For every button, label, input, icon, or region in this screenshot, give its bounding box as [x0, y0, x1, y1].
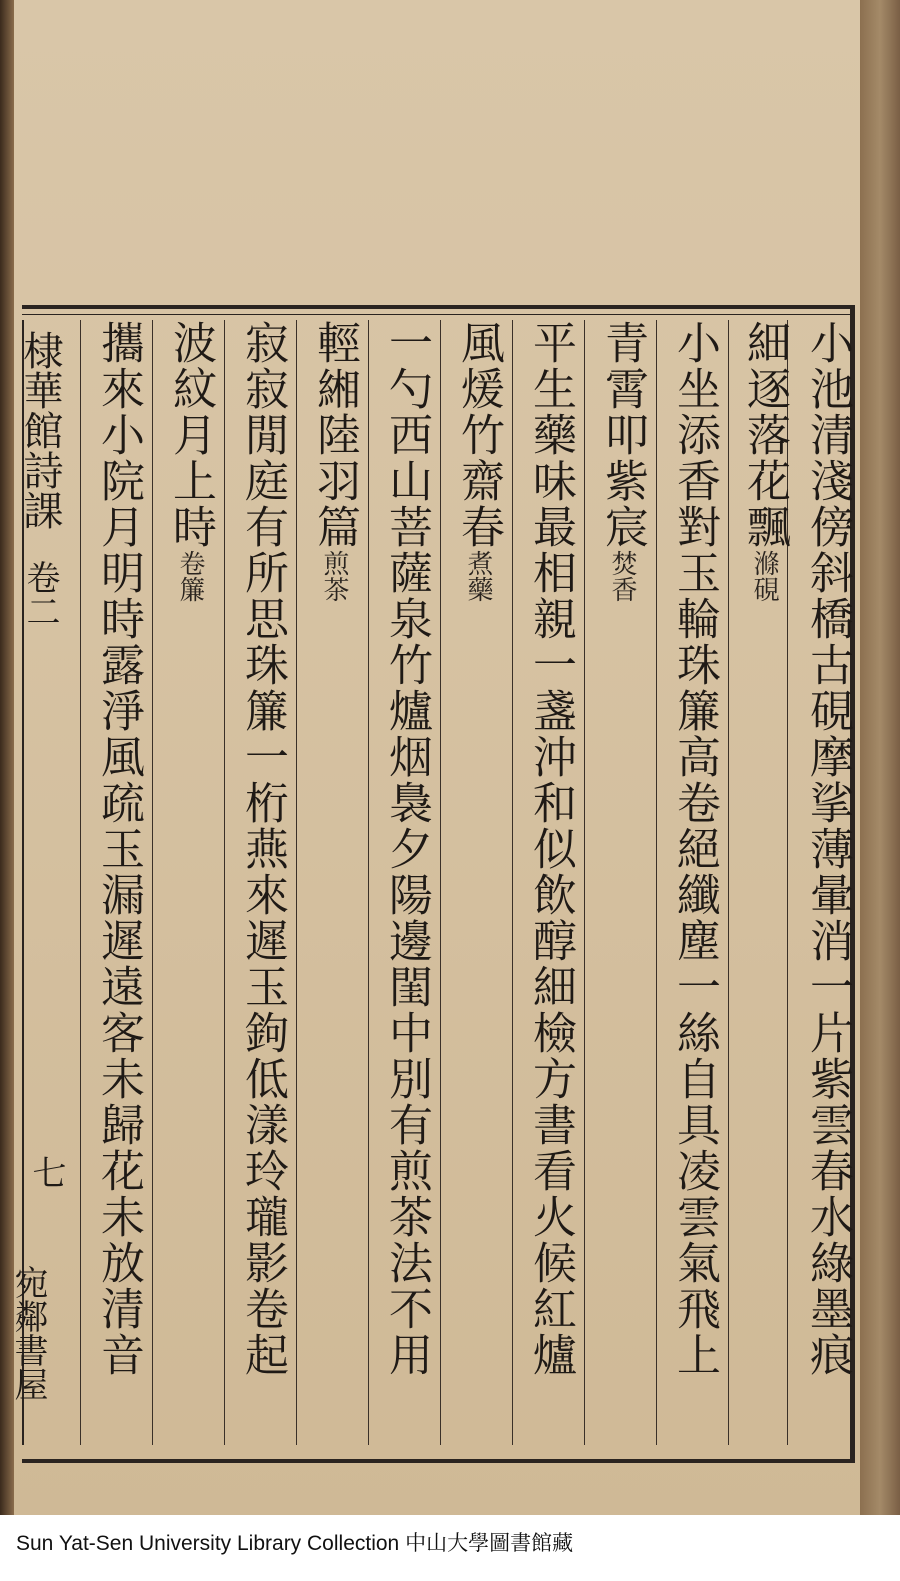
column-rule — [152, 320, 153, 1445]
text-column — [590, 320, 654, 1445]
poem-title-note: 滌硯 — [749, 550, 779, 602]
text-column — [86, 320, 150, 1445]
poem-line: 寂寂閒庭有所思珠簾一桁燕來遲玉鉤低漾玲瓏影卷起 — [237, 320, 288, 1378]
column-rule — [440, 320, 441, 1445]
column-rule — [584, 320, 585, 1445]
poem-title-note: 焚香 — [607, 550, 637, 602]
poem-line: 青霄叩紫宸 — [597, 320, 648, 550]
poem-line: 平生藥味最相親一盞沖和似飲醇細檢方書看火候紅爐 — [525, 320, 576, 1378]
poem-line: 攜來小院月明時露淨風疏玉漏遲遠客未歸花未放清音 — [93, 320, 144, 1378]
column-rule — [728, 320, 729, 1445]
poem-title-note: 煮藥 — [463, 550, 493, 602]
text-column — [158, 320, 222, 1445]
poem-line: 小池清淺傍斜橋古硯摩挲薄暈消一片紫雲春水綠墨痕 — [802, 320, 853, 1378]
poem-line: 風煖竹齋春 — [453, 320, 504, 550]
publisher-name: 宛鄰書屋 — [8, 1265, 48, 1401]
page-number: 七 — [26, 1155, 66, 1189]
column-rule — [296, 320, 297, 1445]
collection-caption: Sun Yat-Sen University Library Collection 中山大學圖書館藏 — [16, 1532, 574, 1555]
poem-line: 細逐落花飄 — [739, 320, 790, 550]
book-title: 棣華館詩課 — [17, 330, 63, 530]
volume-label: 卷二 — [20, 560, 60, 628]
text-column — [662, 320, 726, 1445]
poem-line: 波紋月上時 — [165, 320, 216, 550]
text-column — [732, 320, 796, 1445]
column-rule — [368, 320, 369, 1445]
column-rule — [224, 320, 225, 1445]
text-column — [374, 320, 438, 1445]
frame-top-rule — [22, 314, 855, 315]
poem-line: 輕緗陸羽篇 — [309, 320, 360, 550]
column-rule — [656, 320, 657, 1445]
text-column — [795, 320, 859, 1445]
poem-title-note: 煎茶 — [319, 550, 349, 602]
text-column — [446, 320, 510, 1445]
poem-line: 小坐添香對玉輪珠簾高卷絕纖塵一絲自具凌雲氣飛上 — [669, 320, 720, 1378]
text-column — [518, 320, 582, 1445]
poem-title-note: 卷簾 — [175, 550, 205, 602]
column-rule — [512, 320, 513, 1445]
poem-line: 一勺西山菩薩泉竹爐烟裊夕陽邊閨中別有煎茶法不用 — [381, 320, 432, 1378]
text-column — [230, 320, 294, 1445]
text-column — [302, 320, 366, 1445]
page-edge-right — [860, 0, 900, 1520]
